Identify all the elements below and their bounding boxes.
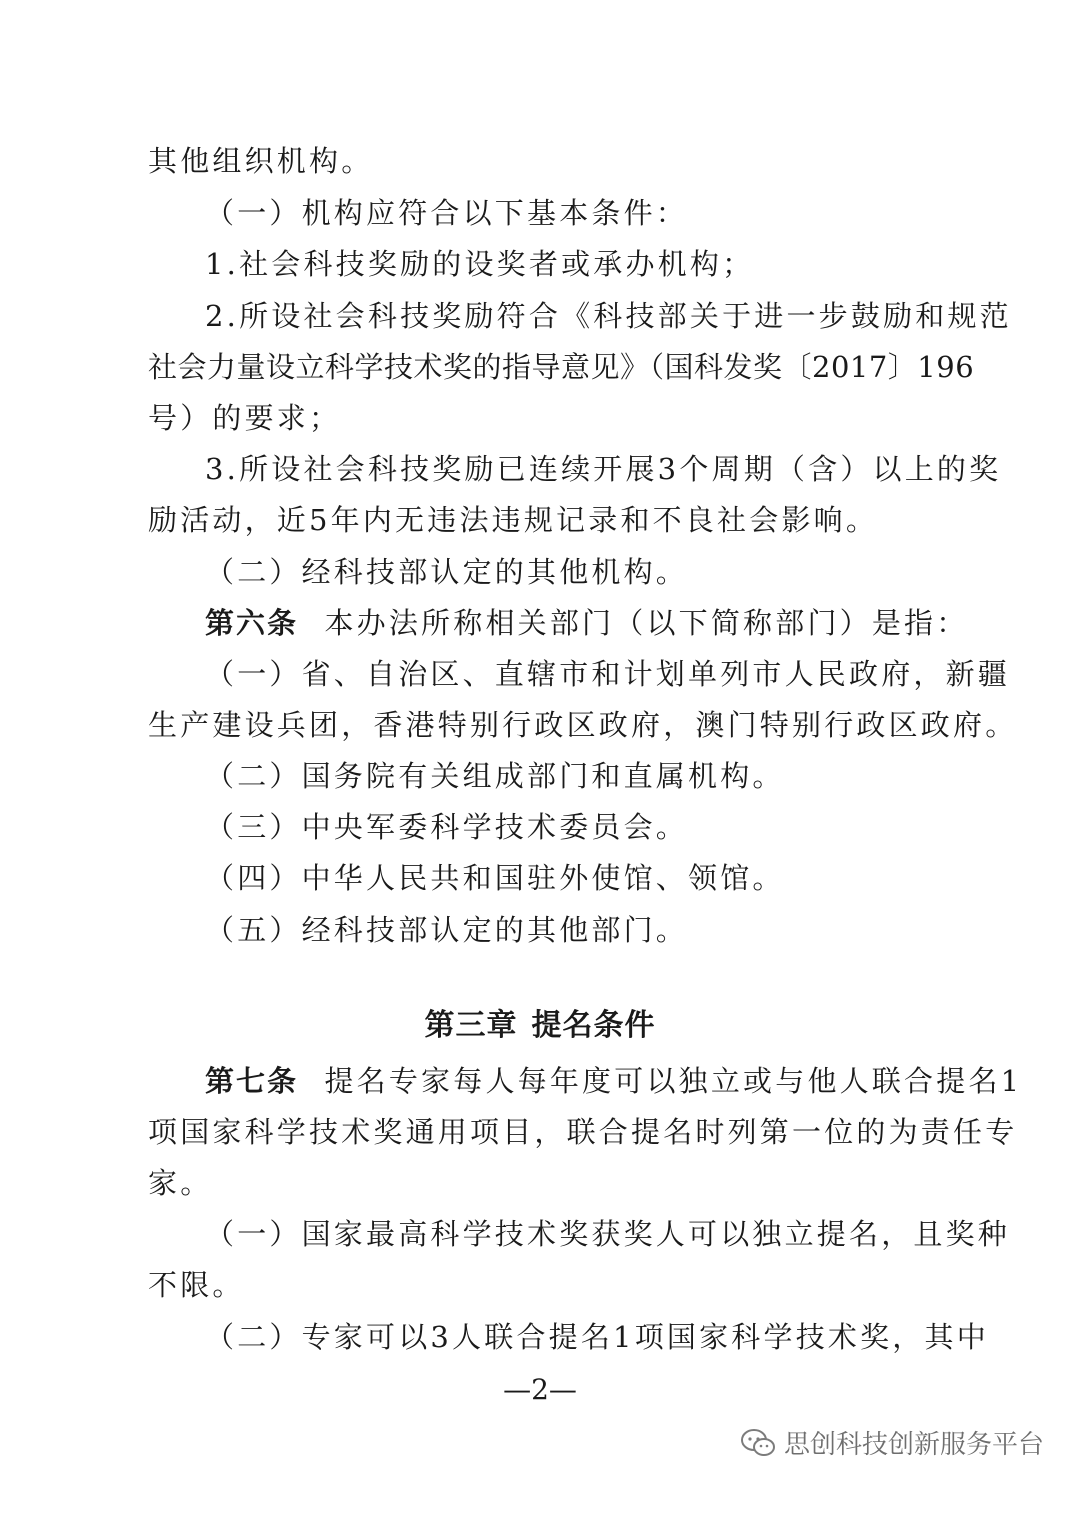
text-line: 励活动，近5年内无违法违规记录和不良社会影响。 (148, 503, 879, 537)
watermark-text: 思创科技创新服务平台 (783, 1430, 1044, 1460)
chapter-title: 提名条件 (531, 1008, 656, 1043)
text-line: 项国家科学技术奖通用项目，联合提名时列第一位的为责任专 (148, 1115, 1018, 1149)
text-line: 本办法所称相关部门（以下简称部门）是指： (324, 606, 969, 640)
chapter-number: 第三章 (424, 1008, 518, 1043)
wechat-icon (740, 1428, 776, 1458)
chapter-heading (0, 1006, 1080, 1046)
text-line: （三）中央军委科学技术委员会。 (205, 810, 689, 844)
article-6-label: 第六条 (205, 606, 299, 640)
text-line: （二）经科技部认定的其他机构。 (205, 555, 689, 589)
text-line: （二）专家可以3人联合提名1项国家科学技术奖，其中 (205, 1320, 989, 1354)
article-6-line (205, 603, 969, 643)
watermark (740, 1424, 1044, 1461)
text-line: （一）国家最高科学技术奖获奖人可以独立提名，且奖种 (205, 1217, 1011, 1251)
text-line: （一）机构应符合以下基本条件： (205, 196, 689, 230)
text-line: 社会力量设立科学技术奖的指导意见》（国科发奖〔2017〕196 (148, 350, 975, 384)
text-line: 生产建设兵团，香港特别行政区政府，澳门特别行政区政府。 (148, 708, 1018, 742)
text-line: 不限。 (148, 1268, 245, 1302)
text-line: 号）的要求； (148, 401, 342, 435)
text-line: （二）国务院有关组成部门和直属机构。 (205, 759, 785, 793)
text-line: 1.社会科技奖励的设奖者或承办机构； (205, 247, 755, 281)
text-line: 3.所设社会科技奖励已连续开展3个周期（含）以上的奖 (205, 452, 1002, 486)
text-line: （五）经科技部认定的其他部门。 (205, 913, 689, 947)
text-line: （四）中华人民共和国驻外使馆、领馆。 (205, 861, 785, 895)
article-7-label: 第七条 (205, 1064, 299, 1098)
text-line: 其他组织机构。 (148, 144, 374, 178)
text-line: （一）省、自治区、直辖市和计划单列市人民政府，新疆 (205, 657, 1011, 691)
text-line: 提名专家每人每年度可以独立或与他人联合提名1 (324, 1064, 1023, 1098)
article-7-line (205, 1061, 1023, 1101)
text-line: 家。 (148, 1166, 213, 1200)
text-line: 2.所设社会科技奖励符合《科技部关于进一步鼓励和规范 (205, 299, 1012, 333)
page-number: —2— (503, 1373, 577, 1406)
